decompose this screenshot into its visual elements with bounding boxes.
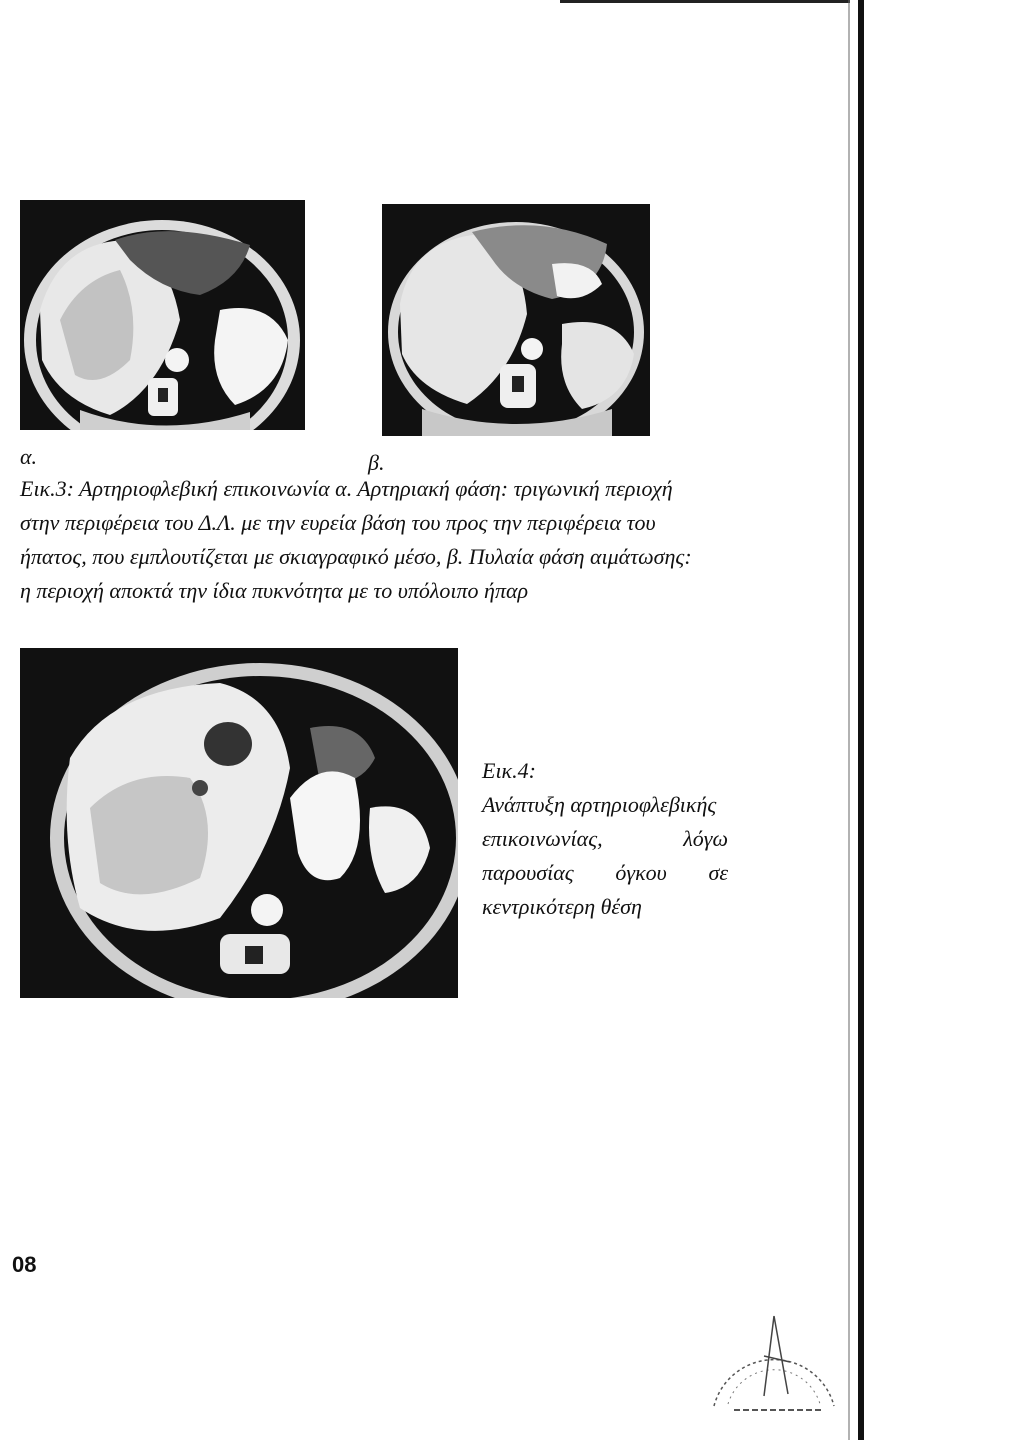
caption-line: ήπατος, που εμπλουτίζεται με σκιαγραφικό μέσο, β. Πυλαία φάση αιμάτωσης: <box>20 544 692 569</box>
scan-edge-right <box>858 0 864 1440</box>
ct-image-fig4 <box>20 648 458 998</box>
caption-line: κεντρικότερη θέση <box>482 894 642 919</box>
caption-word: επικοινωνίας, <box>482 826 603 851</box>
figure4-caption <box>482 754 728 924</box>
caption-word: όγκου <box>615 860 667 885</box>
ct-image-fig3-b <box>382 204 650 436</box>
page-number: 08 <box>12 1252 37 1277</box>
caption-line: Ανάπτυξη αρτηριοφλεβικής <box>482 792 717 817</box>
subfigure-label-b: β. <box>368 450 385 475</box>
caption-title: Εικ.4: <box>482 758 536 783</box>
caption-line: Εικ.3: Αρτηριοφλεβική επικοινωνία α. Αρτηριακή φάση: τριγωνική περιοχή <box>20 476 673 501</box>
subfigure-label-a: α. <box>20 444 38 469</box>
scan-edge-top <box>560 0 850 3</box>
figure3-caption <box>20 472 740 608</box>
caption-line <box>482 822 728 856</box>
caption-line: στην περιφέρεια του Δ.Λ. με την ευρεία βάση του προς την περιφέρεια του <box>20 510 656 535</box>
library-stamp-icon <box>694 1276 854 1426</box>
caption-line: η περιοχή αποκτά την ίδια πυκνότητα με το υπόλοιπο ήπαρ <box>20 578 529 603</box>
caption-word: σε <box>708 860 728 885</box>
ct-image-fig3-a <box>20 200 305 430</box>
scan-edge-shadow <box>848 0 850 1440</box>
caption-line <box>482 856 728 890</box>
caption-word: παρουσίας <box>482 860 574 885</box>
caption-word: λόγω <box>683 826 728 851</box>
